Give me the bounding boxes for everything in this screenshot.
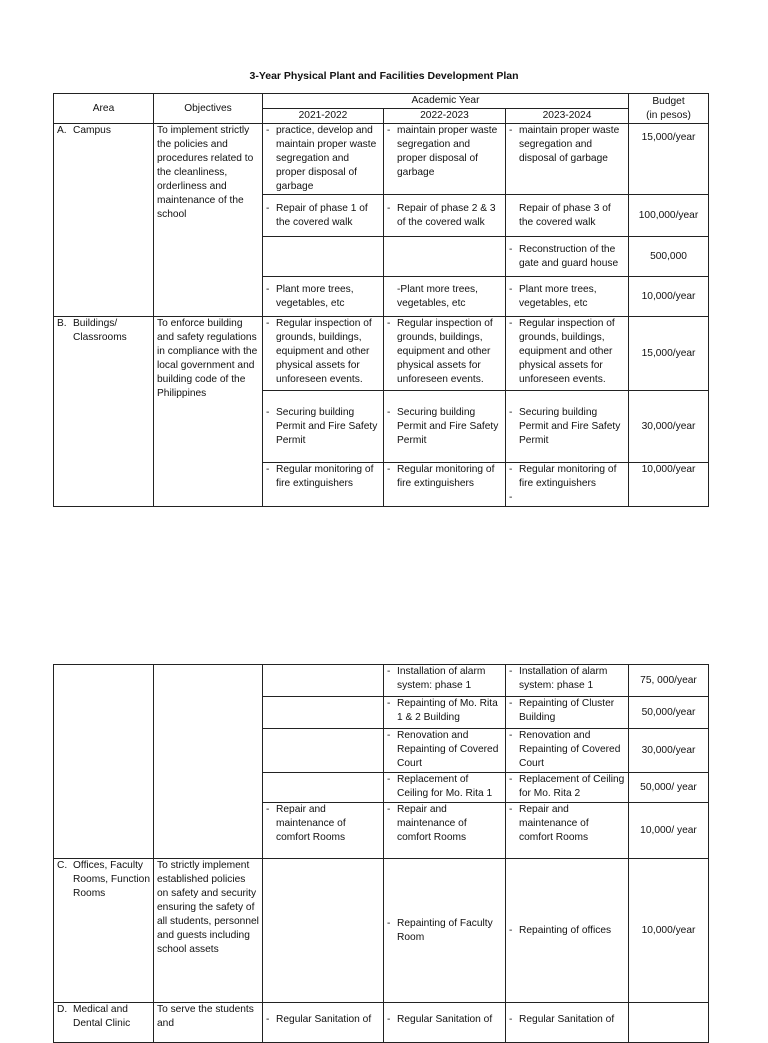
plan-cell: - Replacement of Ceiling for Mo. Rita 2 — [506, 773, 629, 803]
plan-cell — [263, 729, 384, 773]
plan-cell: - Repainting of Cluster Building — [506, 697, 629, 729]
header-year-2: 2022-2023 — [384, 109, 506, 124]
table-row — [54, 859, 709, 1003]
area-key: C. — [57, 860, 68, 871]
plan-cell: - Regular inspection of grounds, buildings, equipment and other physical assets for unforeseen events. — [263, 317, 384, 391]
budget-cell: 75, 000/year — [629, 665, 709, 697]
area-label: Offices, Faculty Rooms, Function Rooms — [73, 860, 151, 899]
header-budget-label: Budget — [652, 95, 685, 107]
plan-cell: - practice, develop and maintain proper waste segregation and proper disposal of garbage — [263, 124, 384, 195]
plan-cell: - Repair and maintenance of comfort Rooms — [384, 803, 506, 859]
plan-cell: Repair of phase 3 of the covered walk — [506, 195, 629, 237]
objective-cell: To enforce building and safety regulations in compliance with the local government and building code of the Philippines — [154, 317, 263, 507]
plan-cell: - Regular inspection of grounds, buildings, equipment and other physical assets for unforeseen events. — [506, 317, 629, 391]
document-title: 3-Year Physical Plant and Facilities Development Plan — [249, 70, 519, 82]
plan-cell — [263, 665, 384, 697]
budget-cell: 10,000/year — [629, 277, 709, 317]
plan-cell: - Repainting of Mo. Rita 1 & 2 Building — [384, 697, 506, 729]
budget-cell: 15,000/year — [629, 317, 709, 391]
objective-cell: To serve the students and — [154, 1003, 263, 1043]
table-row — [54, 317, 709, 391]
plan-cell — [263, 237, 384, 277]
plan-cell: - Plant more trees, vegetables, etc — [263, 277, 384, 317]
plan-cell: - Regular monitoring of fire extinguishers — [384, 463, 506, 507]
plan-cell: - Repainting of offices — [506, 859, 629, 1003]
plan-cell: - Regular Sanitation of — [263, 1003, 384, 1043]
header-year-1: 2021-2022 — [263, 109, 384, 124]
area-cell — [54, 124, 154, 317]
area-cell — [54, 317, 154, 507]
area-cell — [54, 665, 154, 859]
plan-cell: -Plant more trees, vegetables, etc — [384, 277, 506, 317]
plan-table-continued — [53, 664, 709, 1043]
budget-cell: 10,000/year — [629, 859, 709, 1003]
table-row — [54, 124, 709, 195]
header-objectives: Objectives — [154, 94, 263, 124]
plan-cell: - Repair of phase 2 & 3 of the covered walk — [384, 195, 506, 237]
plan-cell: - Regular Sanitation of — [384, 1003, 506, 1043]
budget-cell: 10,000/ year — [629, 803, 709, 859]
table-row — [54, 665, 709, 697]
plan-cell — [263, 773, 384, 803]
plan-cell — [263, 697, 384, 729]
header-year-3: 2023-2024 — [506, 109, 629, 124]
plan-cell: - Installation of alarm system: phase 1 — [506, 665, 629, 697]
area-key: D. — [57, 1004, 68, 1015]
objective-cell — [154, 665, 263, 859]
plan-cell: - maintain proper waste segregation and disposal of garbage — [506, 124, 629, 195]
header-area: Area — [54, 94, 154, 124]
budget-cell: 500,000 — [629, 237, 709, 277]
objective-cell: To implement strictly the policies and procedures related to the cleanliness, orderliness and maintenance of the school — [154, 124, 263, 317]
plan-cell: - Regular Sanitation of — [506, 1003, 629, 1043]
plan-cell — [263, 859, 384, 1003]
area-label: Buildings/ Classrooms — [73, 318, 127, 343]
area-cell — [54, 859, 154, 1003]
plan-cell: - Repainting of Faculty Room — [384, 859, 506, 1003]
plan-cell: - Repair and maintenance of comfort Rooms — [506, 803, 629, 859]
area-key: B. — [57, 318, 67, 329]
header-academic-year: Academic Year — [263, 94, 629, 109]
plan-cell: - Renovation and Repainting of Covered Court — [506, 729, 629, 773]
plan-cell: - Installation of alarm system: phase 1 — [384, 665, 506, 697]
plan-cell: - Repair of phase 1 of the covered walk — [263, 195, 384, 237]
budget-cell: 30,000/year — [629, 729, 709, 773]
budget-cell: 15,000/year — [629, 124, 709, 195]
plan-cell: - Reconstruction of the gate and guard house — [506, 237, 629, 277]
area-key: A. — [57, 125, 67, 136]
plan-cell: - Securing building Permit and Fire Safety Permit — [506, 391, 629, 463]
area-cell — [54, 1003, 154, 1043]
plan-cell: - Renovation and Repainting of Covered Court — [384, 729, 506, 773]
header-budget-unit: (in pesos) — [646, 109, 691, 121]
plan-cell: - Repair and maintenance of comfort Rooms — [263, 803, 384, 859]
plan-cell: - Securing building Permit and Fire Safety Permit — [263, 391, 384, 463]
objective-cell: To strictly implement established policies on safety and security ensuring the safety of all students, personnel and guests including school assets — [154, 859, 263, 1003]
plan-cell: - Plant more trees, vegetables, etc — [506, 277, 629, 317]
plan-cell: - Regular inspection of grounds, buildings, equipment and other physical assets for unforeseen events. — [384, 317, 506, 391]
plan-cell: - Replacement of Ceiling for Mo. Rita 1 — [384, 773, 506, 803]
plan-table — [53, 93, 709, 507]
plan-cell: - Regular monitoring of fire extinguishers — [263, 463, 384, 507]
budget-cell — [629, 1003, 709, 1043]
budget-cell: 100,000/year — [629, 195, 709, 237]
area-label: Campus — [73, 125, 111, 136]
budget-cell: 10,000/year — [629, 463, 709, 507]
plan-cell: - Regular monitoring of fire extinguishers - — [506, 463, 629, 507]
plan-cell: - Securing building Permit and Fire Safety Permit — [384, 391, 506, 463]
header-budget — [629, 94, 709, 124]
budget-cell: 30,000/year — [629, 391, 709, 463]
budget-cell: 50,000/year — [629, 697, 709, 729]
budget-cell: 50,000/ year — [629, 773, 709, 803]
plan-cell — [384, 237, 506, 277]
plan-cell: - maintain proper waste segregation and proper disposal of garbage — [384, 124, 506, 195]
table-row — [54, 1003, 709, 1043]
area-label: Medical and Dental Clinic — [73, 1004, 131, 1029]
